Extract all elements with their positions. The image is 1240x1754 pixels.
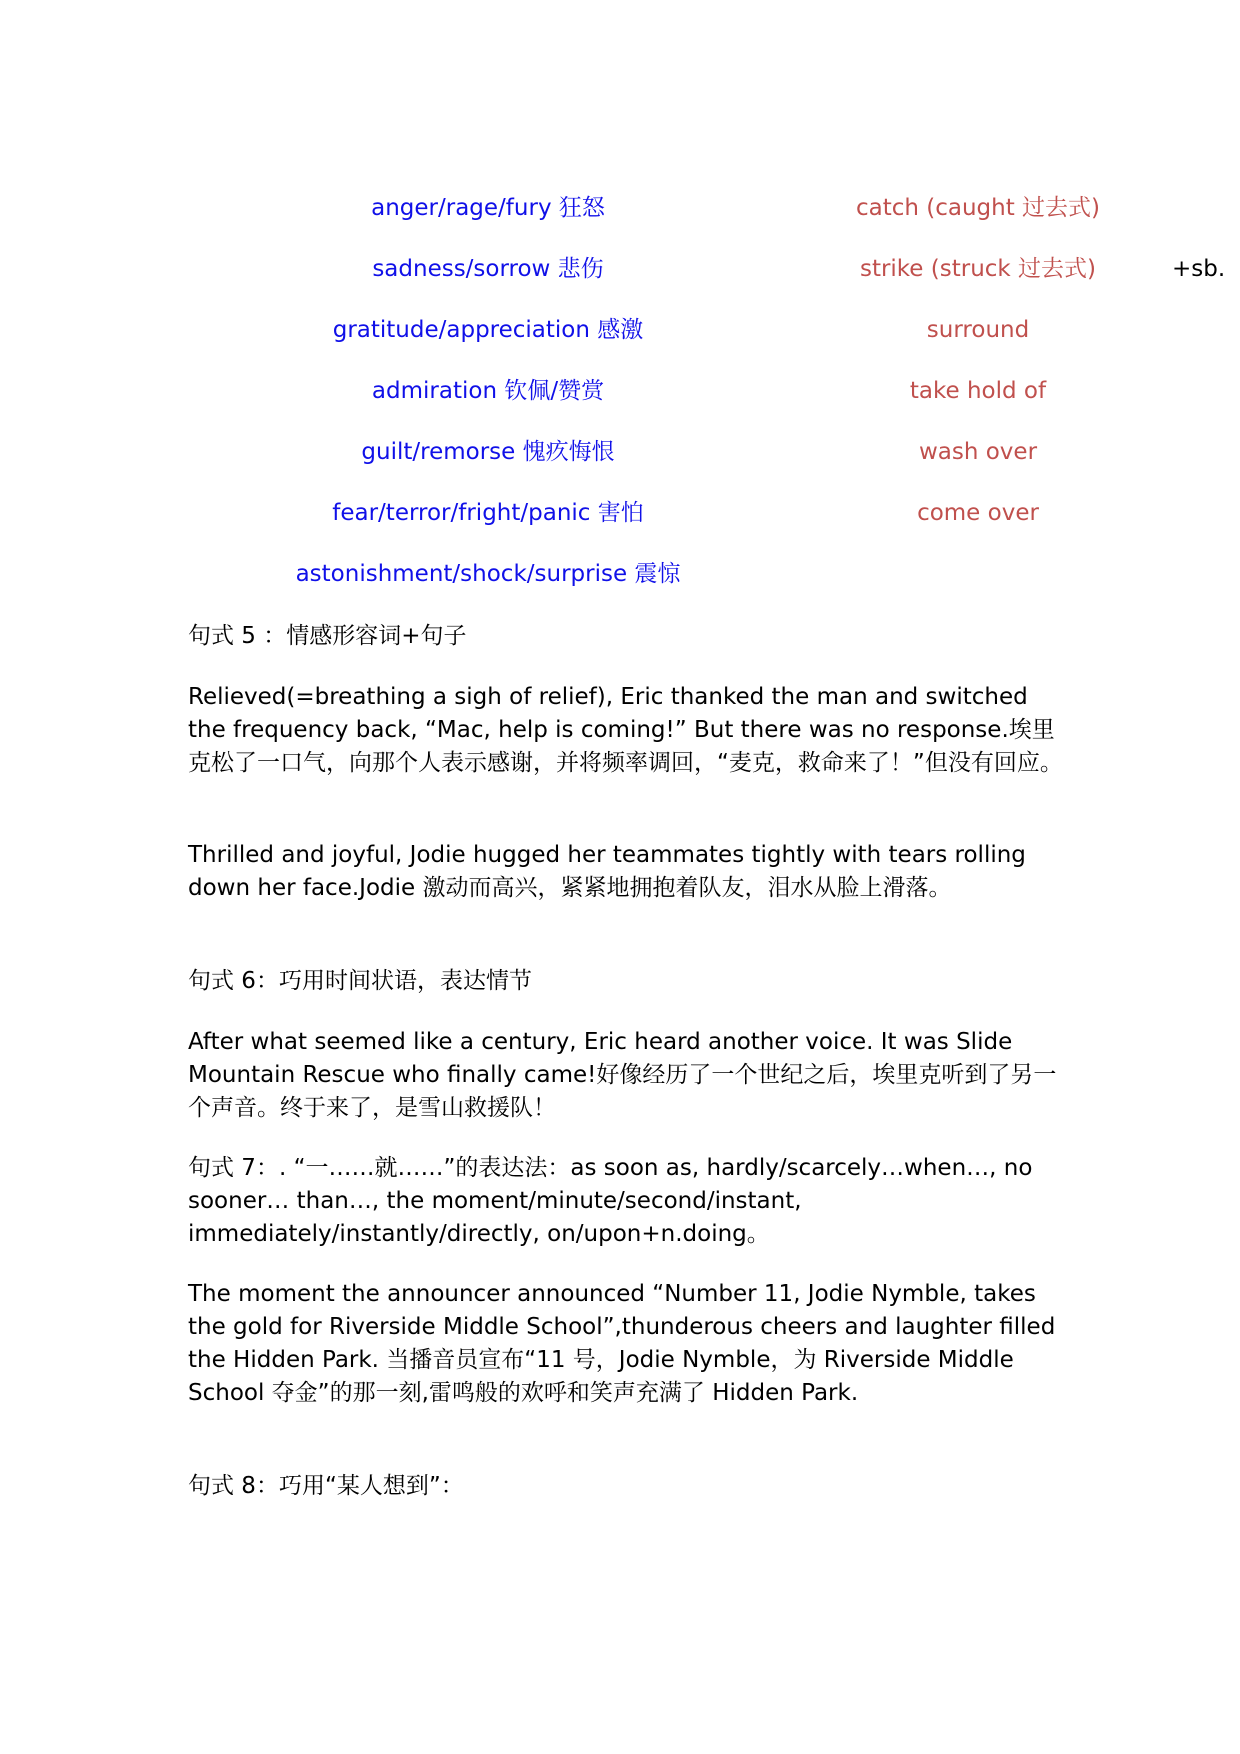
- pattern7-heading: 句式 7：. “一……就……”的表达法：as soon as, hardly/scarcely…when…, no sooner… than…, the moment/minute/second/instant, immediately/instantly/directly, on/upon+n.doing。: [188, 1155, 1033, 1247]
- pattern8-heading: 句式 8：巧用“某人想到”：: [188, 1473, 464, 1499]
- verb-phrase: take hold of: [909, 378, 1047, 404]
- pattern7-example-1: The moment the announcer announced “Number 11, Jodie Nymble, takes the gold for Riverside Middle School”,thunderous cheers and laughter filled the Hidden Park. 当播音员宣布“11 号，Jodie Nymble，为 Riverside Middle School 夺金”的那一刻,雷鸣般的欢呼和笑声充满了 Hidden Park.: [188, 1281, 1056, 1406]
- vocab-row: [0, 432, 1240, 472]
- verb-phrase: surround: [926, 317, 1030, 343]
- pattern6-example-1: After what seemed like a century, Eric heard another voice. It was Slide Mountain Rescue who finally came!好像经历了一个世纪之后，埃里克听到了另一个声音。终于来了，是雪山救援队！: [188, 1029, 1057, 1121]
- vocab-row: [0, 493, 1240, 533]
- emotion-word: guilt/remorse 愧疚悔恨: [361, 439, 615, 465]
- emotion-word: fear/terror/fright/panic 害怕: [332, 500, 644, 526]
- vocab-row: [0, 249, 1240, 289]
- pattern5-example-2: Thrilled and joyful, Jodie hugged her teammates tightly with tears rolling down her face.Jodie 激动而高兴，紧紧地拥抱着队友，泪水从脸上滑落。: [188, 842, 1026, 901]
- vocab-row: [0, 188, 1240, 228]
- vocab-row: [0, 554, 1240, 594]
- emotion-word: astonishment/shock/surprise 震惊: [295, 561, 681, 587]
- verb-phrase: catch (caught 过去式): [855, 195, 1101, 221]
- pattern5-heading: 句式 5 ：情感形容词+句子: [188, 623, 467, 649]
- pattern5-example-1: Relieved(=breathing a sigh of relief), Eric thanked the man and switched the frequency back, “Mac, help is coming!” But there was no response.埃里克松了一口气，向那个人表示感谢，并将频率调回，“麦克，救命来了！”但没有回应。: [188, 684, 1063, 776]
- emotion-word: sadness/sorrow 悲伤: [372, 256, 604, 282]
- object-suffix: +sb.: [1172, 256, 1226, 282]
- verb-phrase: come over: [917, 500, 1039, 526]
- emotion-word: anger/rage/fury 狂怒: [371, 195, 605, 221]
- emotion-word: gratitude/appreciation 感激: [332, 317, 644, 343]
- emotion-word: admiration 钦佩/赞赏: [371, 378, 605, 404]
- verb-phrase: wash over: [918, 439, 1038, 465]
- verb-phrase: strike (struck 过去式): [859, 256, 1097, 282]
- vocab-row: [0, 310, 1240, 350]
- pattern6-heading: 句式 6：巧用时间状语，表达情节: [188, 968, 532, 994]
- vocab-row: [0, 371, 1240, 411]
